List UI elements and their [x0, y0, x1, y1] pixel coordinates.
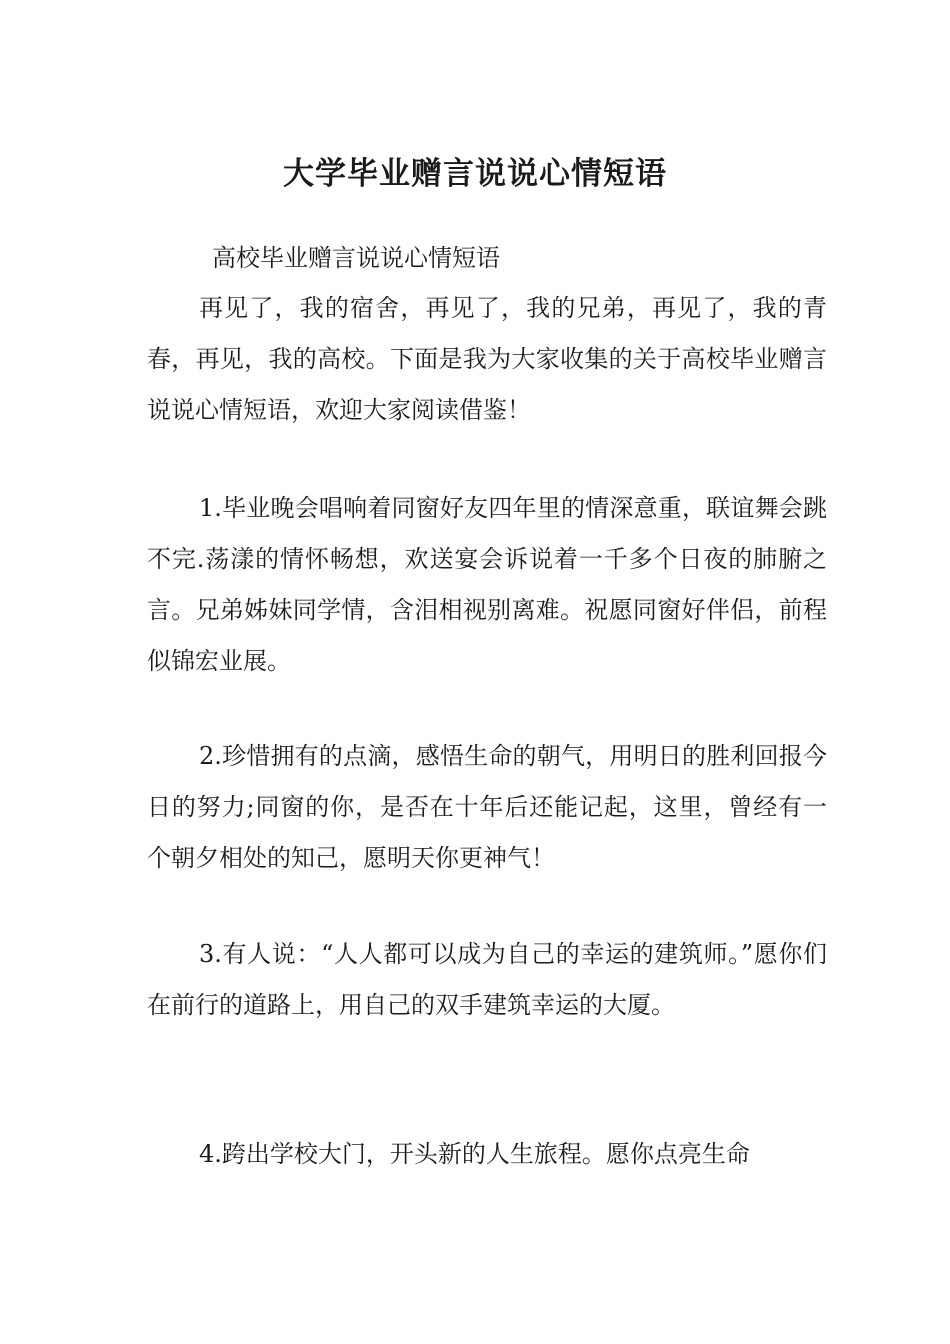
document-subtitle: 高校毕业赠言说说心情短语	[212, 244, 500, 272]
document-title: 大学毕业赠言说说心情短语	[283, 155, 667, 192]
item-paragraph-1: 1.毕业晚会唱响着同窗好友四年里的情深意重，联谊舞会跳不完.荡漾的情怀畅想，欢送宴会诉说着一千多个日夜的肺腑之言。兄弟姊妹同学情，含泪相视别离难。祝愿同窗好伴侣，前程似锦宏业展。	[147, 494, 827, 675]
intro-paragraph: 再见了，我的宿舍，再见了，我的兄弟，再见了，我的青春，再见，我的高校。下面是我为大家收集的关于高校毕业赠言说说心情短语，欢迎大家阅读借鉴！	[147, 294, 827, 424]
item-paragraph-4: 4.跨出学校大门，开头新的人生旅程。愿你点亮生命	[199, 1140, 750, 1168]
item-paragraph-3: 3.有人说：“人人都可以成为自己的幸运的建筑师。”愿你们在前行的道路上，用自己的双手建筑幸运的大厦。	[147, 940, 827, 1019]
item-paragraph-2: 2.珍惜拥有的点滴，感悟生命的朝气，用明日的胜利回报今日的努力;同窗的你，是否在十年后还能记起，这里，曾经有一个朝夕相处的知己，愿明天你更神气！	[147, 742, 827, 872]
